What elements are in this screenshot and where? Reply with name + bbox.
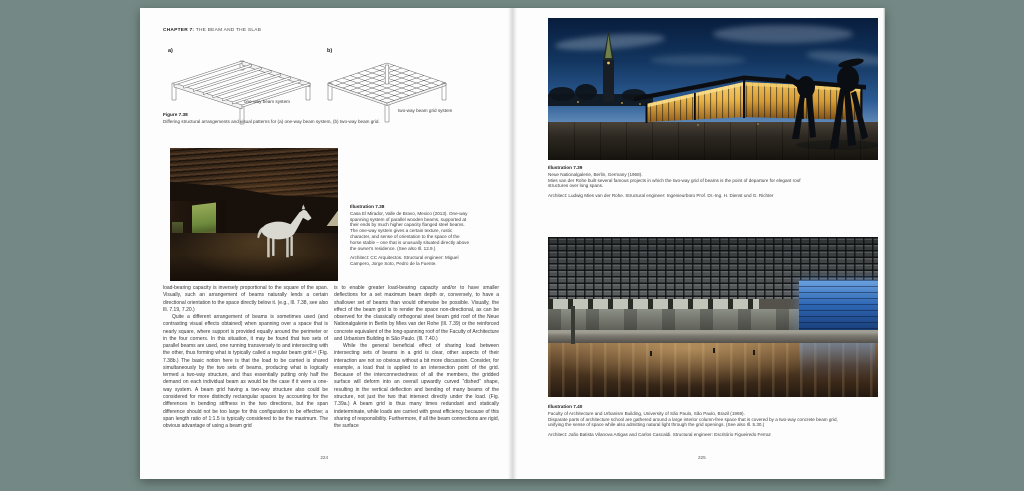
figure-7-38-label: Figure 7.38 — [163, 112, 188, 117]
diagram-a-caption: one-way beam system — [244, 99, 290, 104]
person-silhouette — [650, 351, 652, 356]
person-silhouette — [713, 348, 715, 353]
illustration-7-39-caption — [548, 165, 860, 198]
light-sliver — [326, 211, 338, 227]
clerestory-light-band — [548, 299, 759, 309]
left-page-number: 224 — [320, 455, 328, 460]
body-paragraph: load-bearing capacity is inversely proportional to the square of the span. Visually, such an arrangement of beams naturally lends a certain directional orientation to the space directly below it. (e.g., Ill. 7.38, see also Ill. 7.19, 7.20.) — [163, 285, 328, 313]
window-floor-reflection — [799, 343, 875, 381]
illustration-7-39-location: Neue Nationalgalerie, Berlin, Germany (1968). — [548, 171, 643, 177]
diagram-b-caption: two-way beam grid system — [398, 108, 453, 113]
illustration-7-40-label: Illustration 7.40 — [548, 404, 583, 409]
illustration-7-38-caption — [350, 204, 472, 266]
fau-usp-interior-photo — [548, 237, 878, 397]
right-page-number: 225 — [698, 455, 706, 460]
concrete-back-wall — [548, 309, 805, 331]
illustration-7-38-label: Illustration 7.38 — [350, 204, 385, 209]
illustration-7-39-description: Mies van der Rohe built several famous projects in which the two-way grid of beams is the point of departure for elegant roof structures over long spans. — [548, 177, 801, 189]
running-header — [163, 28, 261, 33]
illustration-7-38-description: Casa El Mirador, Valle de Bravo, Mexico (2013). One-way spanning system of parallel wooden beams, supported at their ends by much higher capacity flanged steel beams. The one-way system gives a certain texture, rustic character, and sense of orientation to the space of the horse stable – one that is unusually situated directly above the owner's residence. (See also Ill. 12.9.) — [350, 210, 470, 251]
illustration-7-40-description: Disparate parts of architecture school are gathered around a large interior column-free space that is covered by a two-way concrete beam grid, unifying the sense of space while also admitting natural light through the grid openings. (See also Ill. 5.30.) — [548, 416, 838, 428]
person-silhouette — [753, 350, 755, 355]
white-horse — [246, 193, 317, 270]
body-paragraph: is to enable greater load-bearing capacity and/or to have smaller deflections for a set maximum beam depth or, conversely, to have a shallower set of beams than would otherwise be possible. Visually, the effect of the beam grid is to render the space non-directional, as can be observed for the classically orthogonal steel beam grid roof of the Neue Nationalgalerie in Berlin by Mies van der Rohe (Ill. 7.39) or the reinforced concrete equivalent of the long-spanning roof of the Faculty of Architecture and Urbanism Building in São Paulo. (Ill. 7.40.) — [334, 285, 499, 342]
book-spread — [140, 8, 885, 479]
running-header-chapter: CHAPTER 7: — [163, 28, 195, 33]
illustration-7-40-caption — [548, 404, 860, 437]
page-gutter — [508, 8, 517, 479]
illustration-7-38-credit: Architect: CC Arquitectos. Structural engineer: Miguel Campero, Jorge Soto, Pedro de la Fuente. — [350, 254, 459, 266]
diagram-a-label: a) — [168, 48, 173, 54]
running-header-title: THE BEAM AND THE SLAB — [194, 28, 262, 33]
figure-7-38-caption: Differing structural arrangements and visual patterns for (a) one-way beam system, (b) two-way beam grid. — [163, 119, 380, 124]
horse-stable-photo — [170, 148, 338, 281]
body-paragraph: Quite a different arrangement of beams is sometimes used (and contrasting visual effects obtained) when spanning over a space that is nearly square, where support is provided equally around the perimeter or in the four corners. In this situation, it may be found that two sets of parallel beams are used, one running transversely to and intersecting with the other, thus forming what is typically called a regular beam grid.¹² (Fig. 7.38b.) The basic notion here is that the load to be carried is shared simultaneously by the two sets of beams, producing what is logically termed a two-way structure, and thus essentially putting only half the demand on each individual beam as would be the case if it were a one-way system. A beam grid having a two-way structure also could be considered for more distinctly rectangular spaces by accounting for the differences in bending stiffness in the two directions, but the span difference should not be too large for this configuration to be effective; a span length ratio of 1:1.5 is typically considered to be the maximum. The obvious advantage of using a beam grid — [163, 314, 328, 430]
mezzanine-parapet — [548, 330, 878, 344]
body-column-1 — [163, 285, 328, 430]
body-paragraph: While the general beneficial effect of sharing load between intersecting sets of beams in a grid is clear, other aspects of their interaction are not so obvious without a bit more discussion. Consider, for example, a load that is applied to an intersection point of the grid. Because of the interconnectedness of all the members, the gridded surface will deform into an overall upwardly curved “dished” shape, resulting in the vertical deflection and bending of many beams of the structure, not just the two that intersect directly under the load. (Fig. 7.39a.) A beam grid is thus many times redundant and statically indeterminate, while loads are carried with great efficiency because of this sharing of responsibility. Furthermore, if all the beam connections are rigid, the surface — [334, 343, 499, 430]
illustration-7-39-label: Illustration 7.39 — [548, 165, 583, 170]
illustration-7-39-credit: Architect: Ludwig Mies van der Rohe. Structural engineer: Ingenieurbüro Prof. Dr.-Ing. H. Dienst und G. Richter — [548, 192, 774, 198]
interior-column — [571, 306, 575, 344]
diagram-b-label: b) — [327, 48, 333, 54]
building-scene — [548, 18, 878, 160]
illustration-7-40-credit: Architect: João Batista Vilanova Artigas and Carlos Cascaldi. Structural engineer: Escritório Figueiredo Ferraz — [548, 431, 771, 437]
illustration-7-40-location: Faculty of Architecture and Urbanism Building, University of São Paulo, São Paulo, Brazil (1969). — [548, 410, 745, 416]
page-edge — [883, 8, 885, 479]
body-column-2 — [334, 285, 499, 430]
neue-nationalgalerie-photo — [548, 18, 878, 160]
blue-window — [799, 280, 878, 334]
